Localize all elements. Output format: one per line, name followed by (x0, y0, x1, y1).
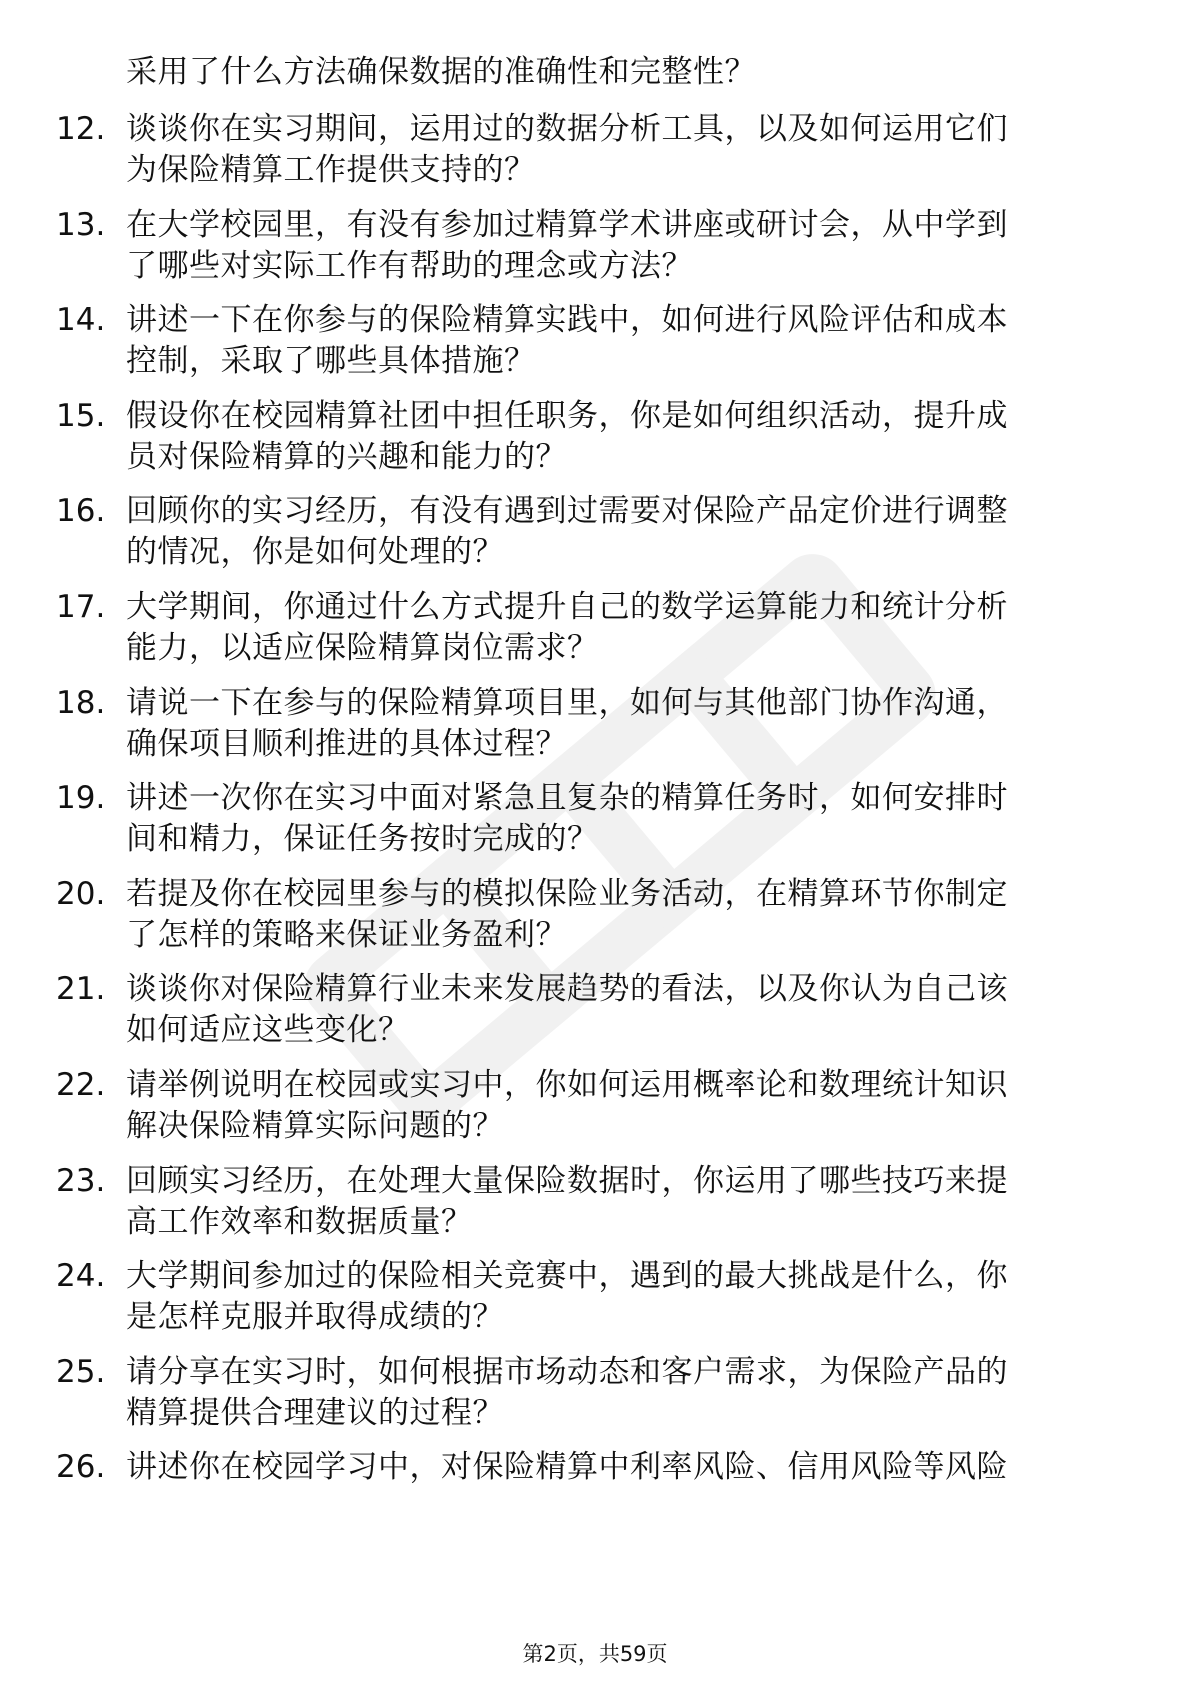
question-text-line1: 谈谈你对保险精算行业未来发展趋势的看法，以及你认为自己该 (126, 971, 1008, 1007)
question-number: 16. (56, 493, 106, 529)
question-text-line2: 了哪些对实际工作有帮助的理念或方法？ (126, 248, 693, 284)
continuation-line: 采用了什么方法确保数据的准确性和完整性？ (126, 54, 756, 90)
question-text-line2: 是怎样克服并取得成绩的？ (126, 1299, 504, 1335)
question-number: 25. (56, 1354, 106, 1390)
question-text-line1: 谈谈你在实习期间，运用过的数据分析工具，以及如何运用它们 (126, 111, 1008, 147)
question-text-line1: 在大学校园里，有没有参加过精算学术讲座或研讨会，从中学到 (126, 207, 1008, 243)
question-text-line2: 解决保险精算实际问题的？ (126, 1108, 504, 1144)
question-text-line2: 精算提供合理建议的过程？ (126, 1395, 504, 1431)
question-text-line1: 回顾实习经历，在处理大量保险数据时，你运用了哪些技巧来提 (126, 1163, 1008, 1199)
question-text-line1: 讲述一次你在实习中面对紧急且复杂的精算任务时，如何安排时 (126, 780, 1008, 816)
question-text-line2: 如何适应这些变化？ (126, 1012, 410, 1048)
question-text-line2: 员对保险精算的兴趣和能力的？ (126, 439, 567, 475)
question-text-line2: 确保项目顺利推进的具体过程？ (126, 726, 567, 762)
question-text-line1: 讲述一下在你参与的保险精算实践中，如何进行风险评估和成本 (126, 302, 1008, 338)
question-number: 14. (56, 302, 106, 338)
question-number: 23. (56, 1163, 106, 1199)
question-text-line1: 请分享在实习时，如何根据市场动态和客户需求，为保险产品的 (126, 1354, 1008, 1390)
question-text-line1: 请说一下在参与的保险精算项目里，如何与其他部门协作沟通， (126, 685, 1008, 721)
question-text-line2: 能力，以适应保险精算岗位需求？ (126, 630, 599, 666)
question-number: 17. (56, 589, 106, 625)
question-number: 13. (56, 207, 106, 243)
question-text-line2: 为保险精算工作提供支持的？ (126, 152, 536, 188)
question-text-line1: 讲述你在校园学习中，对保险精算中利率风险、信用风险等风险 (126, 1449, 1008, 1485)
question-number: 26. (56, 1449, 106, 1485)
question-number: 18. (56, 685, 106, 721)
question-number: 15. (56, 398, 106, 434)
question-text-line1: 大学期间参加过的保险相关竞赛中，遇到的最大挑战是什么，你 (126, 1258, 1008, 1294)
question-number: 21. (56, 971, 106, 1007)
question-text-line1: 回顾你的实习经历，有没有遇到过需要对保险产品定价进行调整 (126, 493, 1008, 529)
question-number: 22. (56, 1067, 106, 1103)
question-text-line2: 间和精力，保证任务按时完成的？ (126, 821, 599, 857)
question-text-line2: 高工作效率和数据质量？ (126, 1204, 473, 1240)
question-text-line1: 请举例说明在校园或实习中，你如何运用概率论和数理统计知识 (126, 1067, 1008, 1103)
question-text-line2: 了怎样的策略来保证业务盈利？ (126, 917, 567, 953)
question-text-line2: 的情况，你是如何处理的？ (126, 534, 504, 570)
question-text-line1: 若提及你在校园里参与的模拟保险业务活动，在精算环节你制定 (126, 876, 1008, 912)
question-text-line2: 控制，采取了哪些具体措施？ (126, 343, 536, 379)
question-number: 24. (56, 1258, 106, 1294)
question-number: 12. (56, 111, 106, 147)
page-footer: 第2页，共59页 (522, 1642, 668, 1666)
question-text-line1: 大学期间，你通过什么方式提升自己的数学运算能力和统计分析 (126, 589, 1008, 625)
question-number: 19. (56, 780, 106, 816)
question-text-line1: 假设你在校园精算社团中担任职务，你是如何组织活动，提升成 (126, 398, 1008, 434)
question-number: 20. (56, 876, 106, 912)
